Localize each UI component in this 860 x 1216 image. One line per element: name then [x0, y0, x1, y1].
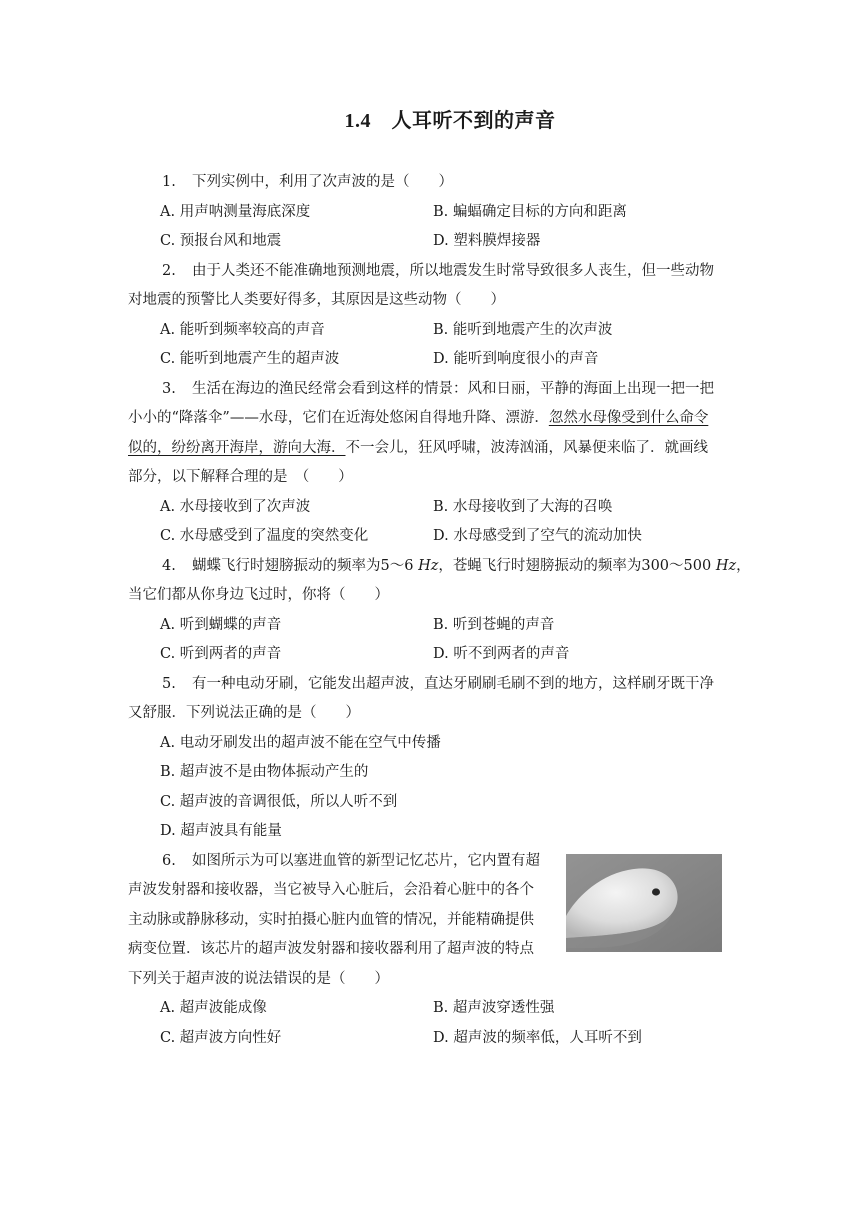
unit-hz: Hz: [418, 557, 439, 574]
option-a: A. 超声波能成像: [160, 1000, 267, 1016]
option-b: B. 超声波不是由物体振动产生的: [160, 764, 369, 780]
option-c: C. 听到两者的声音: [160, 646, 282, 662]
option-d: D. 塑料膜焊接器: [433, 233, 541, 249]
question-4: [128, 552, 751, 670]
question-number: 5.: [162, 675, 176, 692]
option-b: B. 能听到地震产生的次声波: [433, 321, 613, 338]
question-number: 6.: [162, 852, 176, 869]
page-title: 1.4 人耳听不到的声音: [344, 110, 556, 132]
question-3: [128, 375, 732, 552]
question-stem-continued: 下列关于超声波的说法错误的是（ ）: [128, 970, 389, 987]
option-d: D. 能听到响度很小的声音: [433, 351, 599, 367]
option-d: D. 听不到两者的声音: [433, 646, 570, 662]
option-c: C. 能听到地震产生的超声波: [160, 351, 340, 367]
option-b: B. 蝙蝠确定目标的方向和距离: [433, 203, 627, 220]
question-number: 4.: [162, 557, 176, 574]
option-d: D. 水母感受到了空气的流动加快: [433, 528, 642, 544]
option-c: C. 超声波方向性好: [160, 1029, 282, 1046]
question-2: [128, 257, 732, 375]
question-stem-continued: 对地震的预警比人类要好得多，其原因是这些动物（ ）: [128, 292, 505, 308]
question-stem: 有一种电动牙刷，它能发出超声波，直达牙刷刷毛刷不到的地方，这样刷牙既干净: [192, 675, 714, 692]
option-b: B. 水母接收到了大海的召唤: [433, 498, 613, 515]
question-stem: 生活在海边的渔民经常会看到这样的情景：风和日丽，平静的海面上出现一把一把: [192, 380, 714, 397]
question-1: [160, 168, 732, 257]
option-c: C. 水母感受到了温度的突然变化: [160, 528, 369, 544]
question-stem-continued: 当它们都从你身边飞过时，你将（ ）: [128, 587, 389, 603]
question-number: 3.: [162, 380, 176, 397]
question-stem-continued: 部分，以下解释合理的是 （ ）: [128, 469, 353, 485]
option-a: A. 听到蝴蝶的声音: [160, 616, 282, 633]
option-d: D. 超声波的频率低，人耳听不到: [433, 1029, 642, 1046]
option-a: A. 电动牙刷发出的超声波不能在空气中传播: [160, 734, 441, 751]
question-stem-continued: 又舒服．下列说法正确的是（ ）: [128, 705, 360, 721]
option-c: C. 预报台风和地震: [160, 233, 282, 249]
chip-illustration: [566, 854, 722, 952]
option-a: A. 水母接收到了次声波: [160, 498, 311, 515]
option-b: B. 听到苍蝇的声音: [433, 616, 555, 633]
question-5: [128, 670, 732, 847]
memory-chip-photo: [566, 854, 722, 952]
underlined-passage: 忽然水母像受到什么命令: [548, 410, 709, 426]
question-stem-continued: 病变位置．该芯片的超声波发射器和接收器利用了超声波的特点: [128, 941, 534, 957]
question-stem: 如图所示为可以塞进血管的新型记忆芯片，它内置有超: [192, 852, 540, 869]
question-number: 1.: [162, 174, 176, 190]
question-stem-continued: 似的，纷纷离开海岸，游向大海．不一会儿，狂风呼啸，波涛汹涌，风暴便来临了．就画线: [128, 439, 708, 456]
option-b: B. 超声波穿透性强: [433, 1000, 555, 1016]
question-stem-continued: 声波发射器和接收器，当它被导入心脏后，会沿着心脏中的各个: [128, 882, 534, 898]
question-stem-continued: 小小的“降落伞”——水母，它们在近海处悠闲自得地升降、漂游．忽然水母像受到什么命令: [128, 410, 709, 426]
question-stem: 下列实例中，利用了次声波的是（ ）: [192, 174, 453, 190]
question-stem-continued: 主动脉或静脉移动，实时拍摄心脏内血管的情况，并能精确提供: [128, 911, 534, 928]
question-stem: 蝴蝶飞行时翅膀振动的频率为5～6 Hz，苍蝇飞行时翅膀振动的频率为300～500 Hz，: [192, 557, 751, 574]
underlined-passage: 似的，纷纷离开海岸，游向大海．: [128, 439, 346, 456]
question-number: 2.: [162, 262, 176, 279]
option-a: A. 用声呐测量海底深度: [160, 203, 311, 220]
option-c: C. 超声波的音调很低，所以人听不到: [160, 793, 398, 810]
unit-hz: Hz: [715, 557, 737, 574]
option-a: A. 能听到频率较高的声音: [160, 321, 325, 338]
question-stem: 由于人类还不能准确地预测地震，所以地震发生时常导致很多人丧生，但一些动物: [192, 262, 714, 279]
option-d: D. 超声波具有能量: [160, 823, 282, 839]
